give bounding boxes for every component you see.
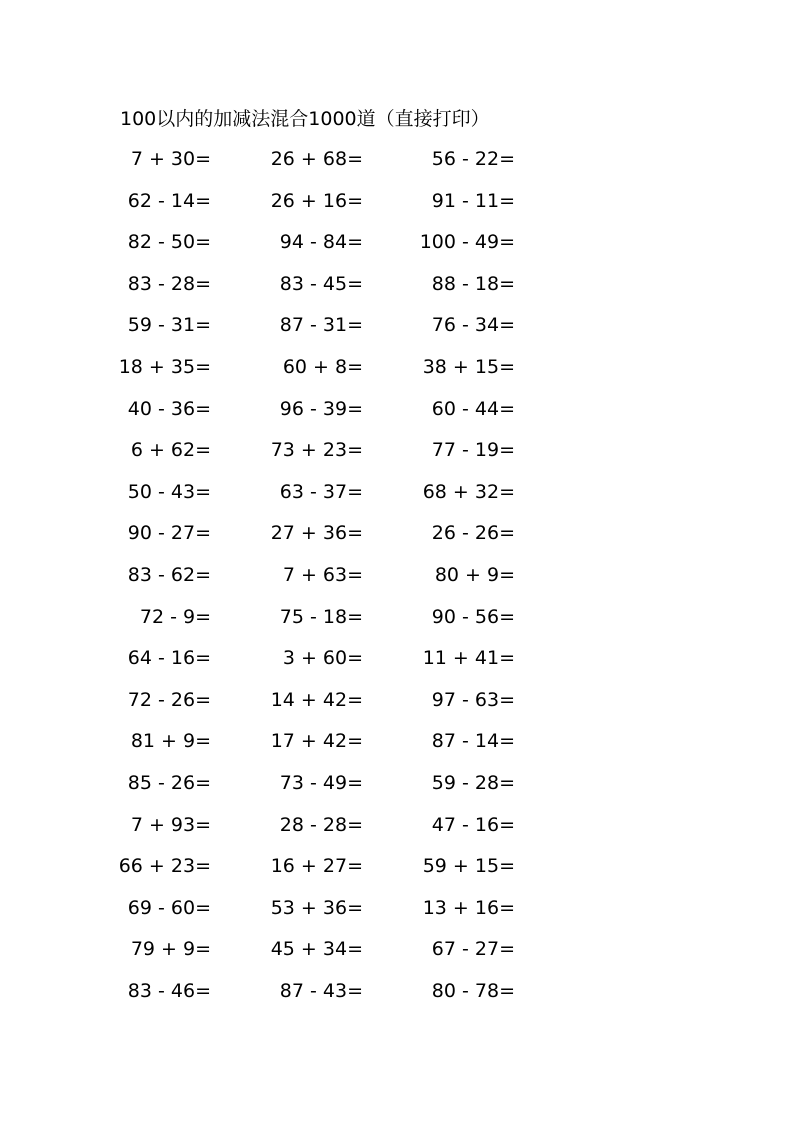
problem-r10-c3: 26 - 26=: [431, 522, 515, 544]
problem-r7-c1: 40 - 36=: [127, 398, 211, 420]
problem-r19-c1: 69 - 60=: [127, 897, 211, 919]
problem-r20-c1: 79 + 9=: [130, 938, 211, 960]
problem-r17-c3: 47 - 16=: [431, 814, 515, 836]
problem-r1-c1: 7 + 30=: [130, 148, 211, 170]
problem-r18-c1: 66 + 23=: [118, 855, 211, 877]
problem-r11-c3: 80 + 9=: [434, 564, 515, 586]
problem-r10-c1: 90 - 27=: [127, 522, 211, 544]
problem-r12-c1: 72 - 9=: [139, 606, 211, 628]
problem-r20-c2: 45 + 34=: [270, 938, 363, 960]
problem-r17-c2: 28 - 28=: [279, 814, 363, 836]
problem-r21-c1: 83 - 46=: [127, 980, 211, 1002]
problem-r21-c3: 80 - 78=: [431, 980, 515, 1002]
problem-r4-c3: 88 - 18=: [431, 273, 515, 295]
problem-r8-c3: 77 - 19=: [431, 439, 515, 461]
problem-r3-c3: 100 - 49=: [419, 231, 515, 253]
problem-r18-c2: 16 + 27=: [270, 855, 363, 877]
problem-r19-c3: 13 + 16=: [422, 897, 515, 919]
problem-r16-c3: 59 - 28=: [431, 772, 515, 794]
problem-r15-c3: 87 - 14=: [431, 730, 515, 752]
problem-r15-c1: 81 + 9=: [130, 730, 211, 752]
problem-r8-c2: 73 + 23=: [270, 439, 363, 461]
problem-r1-c3: 56 - 22=: [431, 148, 515, 170]
problem-r20-c3: 67 - 27=: [431, 938, 515, 960]
problem-r16-c2: 73 - 49=: [279, 772, 363, 794]
problem-r6-c3: 38 + 15=: [422, 356, 515, 378]
problem-r12-c3: 90 - 56=: [431, 606, 515, 628]
problem-r6-c2: 60 + 8=: [282, 356, 363, 378]
problem-r5-c2: 87 - 31=: [279, 314, 363, 336]
problem-r9-c2: 63 - 37=: [279, 481, 363, 503]
problem-r5-c3: 76 - 34=: [431, 314, 515, 336]
problem-r14-c1: 72 - 26=: [127, 689, 211, 711]
problem-r9-c3: 68 + 32=: [422, 481, 515, 503]
problem-r8-c1: 6 + 62=: [130, 439, 211, 461]
problem-r2-c1: 62 - 14=: [127, 190, 211, 212]
problem-r11-c2: 7 + 63=: [282, 564, 363, 586]
problem-r4-c1: 83 - 28=: [127, 273, 211, 295]
problem-r2-c3: 91 - 11=: [431, 190, 515, 212]
problem-r6-c1: 18 + 35=: [118, 356, 211, 378]
page-title: 100以内的加减法混合1000道（直接打印）: [120, 108, 490, 130]
problem-r14-c3: 97 - 63=: [431, 689, 515, 711]
problem-r7-c3: 60 - 44=: [431, 398, 515, 420]
problem-r19-c2: 53 + 36=: [270, 897, 363, 919]
problem-r11-c1: 83 - 62=: [127, 564, 211, 586]
problem-r18-c3: 59 + 15=: [422, 855, 515, 877]
problem-r16-c1: 85 - 26=: [127, 772, 211, 794]
problem-r1-c2: 26 + 68=: [270, 148, 363, 170]
problem-r21-c2: 87 - 43=: [279, 980, 363, 1002]
problem-r15-c2: 17 + 42=: [270, 730, 363, 752]
problem-r10-c2: 27 + 36=: [270, 522, 363, 544]
problem-r12-c2: 75 - 18=: [279, 606, 363, 628]
problem-r17-c1: 7 + 93=: [130, 814, 211, 836]
problem-r13-c1: 64 - 16=: [127, 647, 211, 669]
problem-r2-c2: 26 + 16=: [270, 190, 363, 212]
problem-r7-c2: 96 - 39=: [279, 398, 363, 420]
problem-r13-c3: 11 + 41=: [422, 647, 515, 669]
problem-r4-c2: 83 - 45=: [279, 273, 363, 295]
problem-r5-c1: 59 - 31=: [127, 314, 211, 336]
problem-r3-c2: 94 - 84=: [279, 231, 363, 253]
problem-r9-c1: 50 - 43=: [127, 481, 211, 503]
problem-r3-c1: 82 - 50=: [127, 231, 211, 253]
problem-r13-c2: 3 + 60=: [282, 647, 363, 669]
problem-r14-c2: 14 + 42=: [270, 689, 363, 711]
